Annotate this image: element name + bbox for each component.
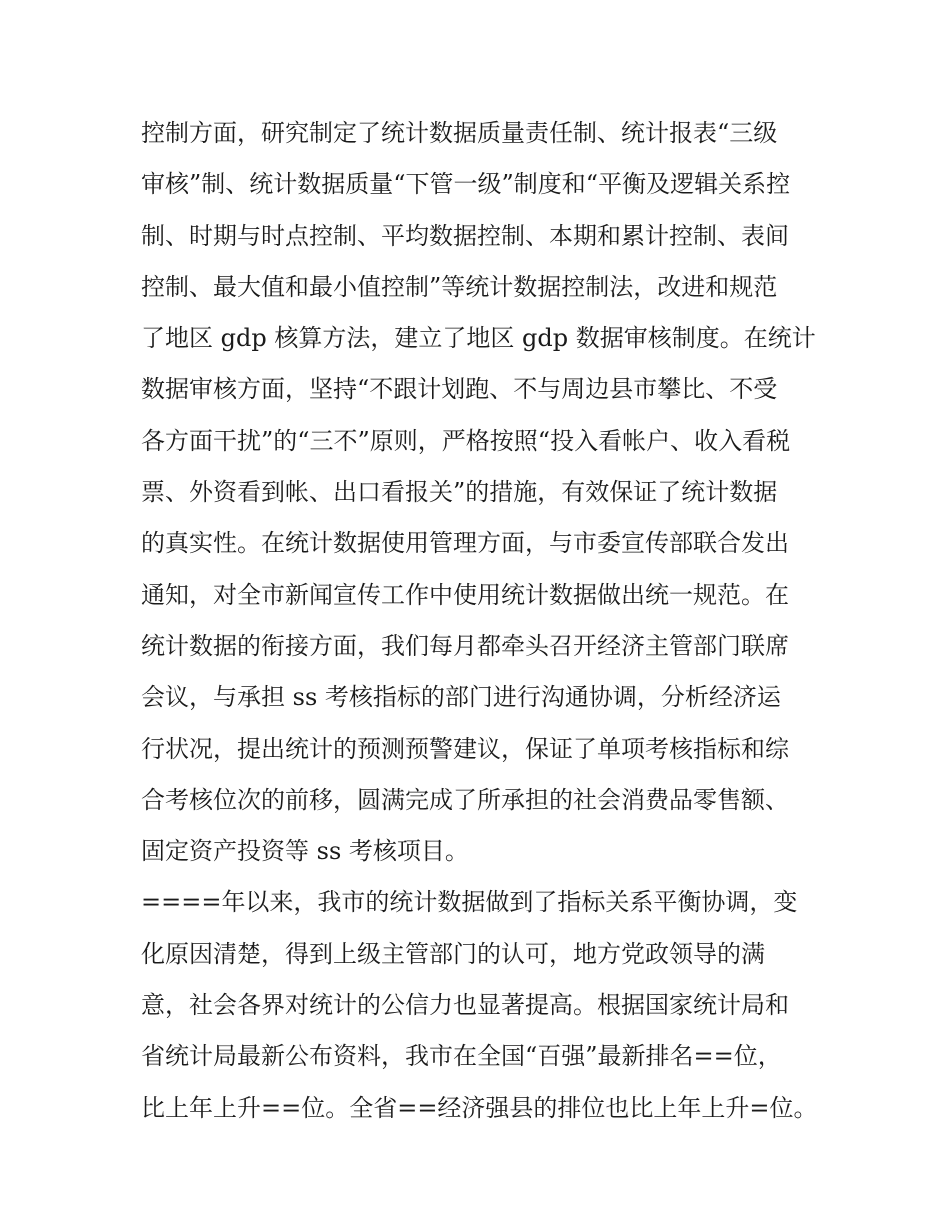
text-line: ====年以来，我市的统计数据做到了指标关系平衡协调，变 — [141, 888, 798, 917]
text-line: 行状况，提出统计的预测预警建议，保证了单项考核指标和综 — [141, 734, 789, 763]
body-text — [141, 108, 821, 1134]
text-line: 制、时期与时点控制、平均数据控制、本期和累计控制、表间 — [141, 221, 789, 250]
text-line: 固定资产投资等 ss 考核项目。 — [141, 837, 469, 866]
text-line: 票、外资看到帐、出口看报关”的措施，有效保证了统计数据 — [141, 478, 778, 507]
text-line: 控制方面，研究制定了统计数据质量责任制、统计报表“三级 — [141, 119, 778, 147]
text-line: 统计数据的衔接方面，我们每月都牵头召开经济主管部门联席 — [141, 631, 789, 660]
text-line: 意，社会各界对统计的公信力也显著提高。根据国家统计局和 — [141, 991, 789, 1020]
text-line: 化原因清楚，得到上级主管部门的认可，地方党政领导的满 — [141, 939, 765, 968]
text-line: 会议，与承担 ss 考核指标的部门进行沟通协调，分析经济运 — [141, 683, 781, 712]
text-line: 控制、最大值和最小值控制”等统计数据控制法，改进和规范 — [141, 272, 778, 301]
text-line: 的真实性。在统计数据使用管理方面，与市委宣传部联合发出 — [141, 529, 789, 558]
text-line: 比上年上升==位。全省==经济强县的排位也比上年上升=位。 — [141, 1093, 818, 1122]
text-line: 了地区 gdp 核算方法，建立了地区 gdp 数据审核制度。在统计 — [141, 324, 816, 353]
text-line: 审核”制、统计数据质量“下管一级”制度和“平衡及逻辑关系控 — [141, 170, 791, 199]
text-line: 数据审核方面，坚持“不跟计划跑、不与周边县市攀比、不受 — [141, 375, 778, 404]
text-line: 合考核位次的前移，圆满完成了所承担的社会消费品零售额、 — [141, 785, 789, 814]
text-line: 省统计局最新公布资料，我市在全国“百强”最新排名==位， — [141, 1042, 782, 1071]
text-line: 各方面干扰”的“三不”原则，严格按照“投入看帐户、收入看税 — [141, 426, 791, 455]
text-line: 通知，对全市新闻宣传工作中使用统计数据做出统一规范。在 — [141, 580, 789, 609]
